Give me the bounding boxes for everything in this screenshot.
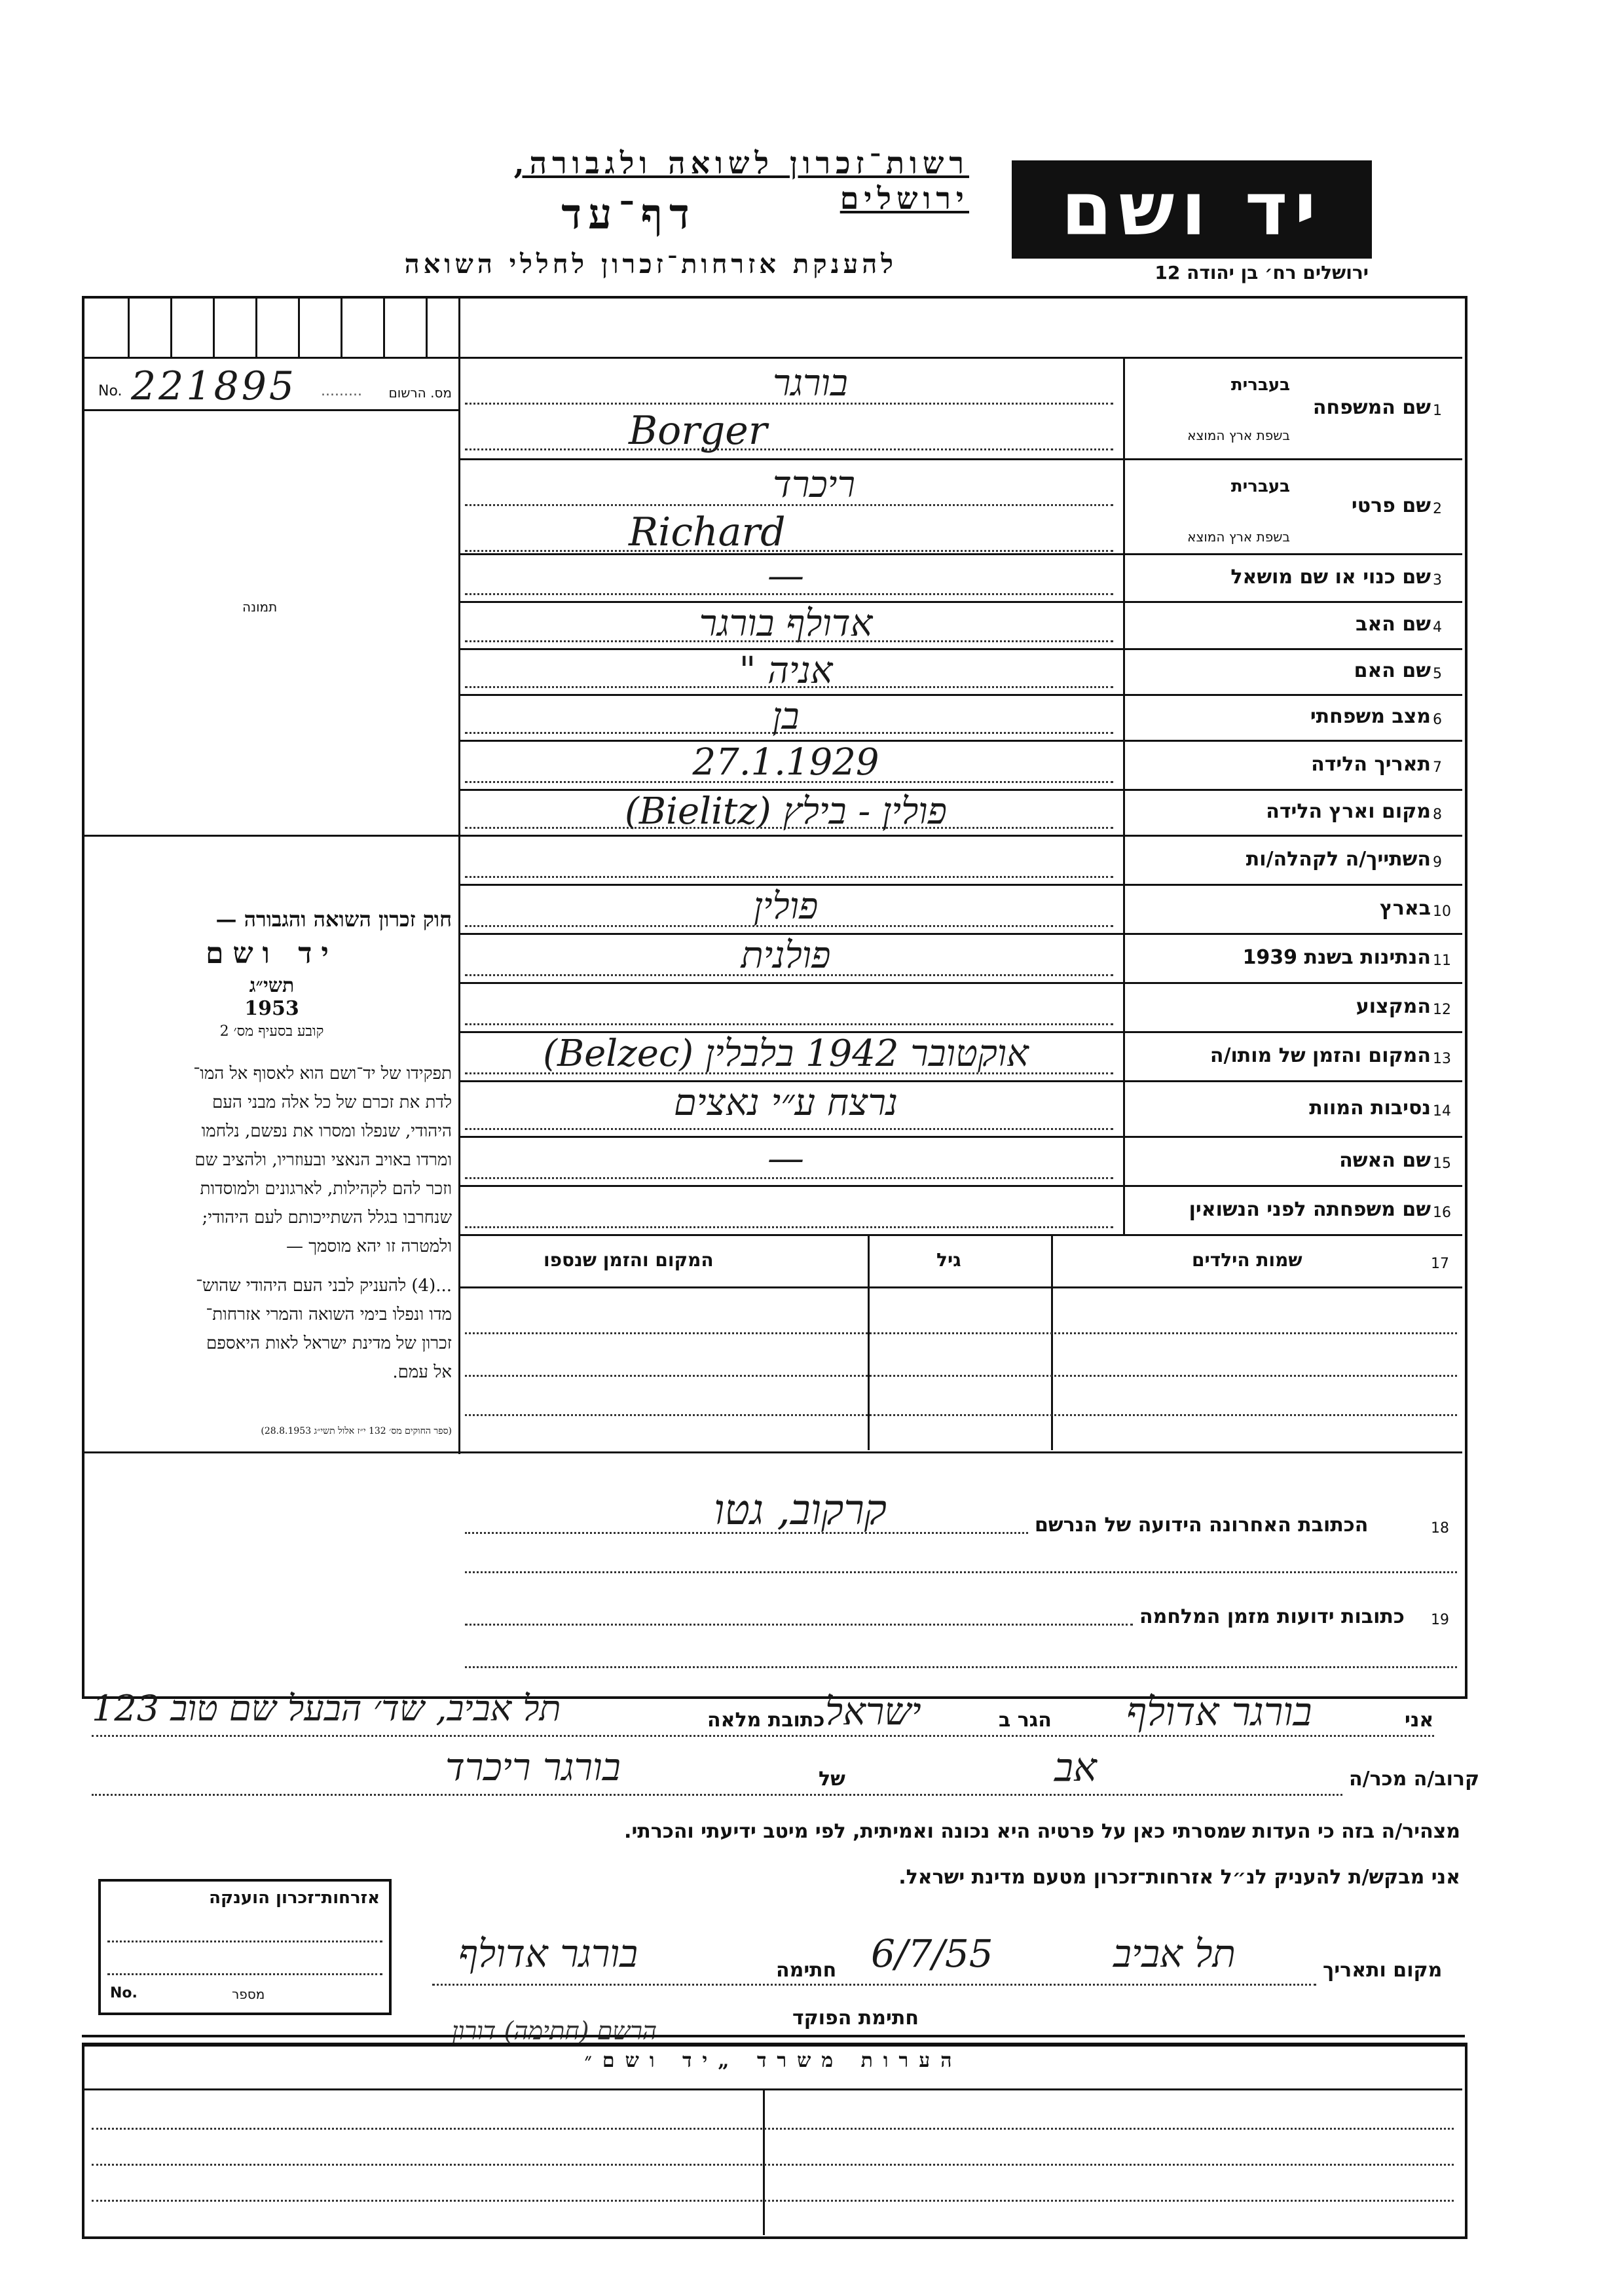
field-10-num: 10 — [1433, 903, 1451, 920]
field-2-sub-origin: בשפת ארץ המוצא — [1187, 529, 1290, 545]
law-year: 1953 — [244, 997, 299, 1020]
field-11-value: פולנית — [741, 934, 831, 977]
field-2-value-hebrew: ריכרד — [773, 464, 855, 506]
cert-no-label: No. — [110, 1985, 138, 2001]
dotted-line — [465, 1023, 1113, 1025]
field-5-num: 5 — [1433, 666, 1442, 682]
field-1-value-latin: Borger — [629, 408, 767, 454]
decl-name: בורגר אדולף — [1126, 1689, 1312, 1735]
field-18-value: קרקוב, גטו — [714, 1486, 887, 1535]
field-8-num: 8 — [1433, 807, 1442, 823]
reg-no-dots: ......... — [321, 383, 362, 399]
field-1-label: שם המשפחה — [1312, 395, 1431, 419]
decl-relative-label: קרוב/ה מכר/ה — [1349, 1768, 1480, 1791]
field-14-num: 14 — [1433, 1102, 1451, 1120]
place-date-label: מקום ותאריך — [1323, 1959, 1443, 1982]
law-clause: קובע בסעיף מס׳ 2 — [219, 1023, 324, 1040]
official-stamp: הרשם (חתימה) דורון — [452, 2016, 657, 2045]
children-num: 17 — [1431, 1256, 1449, 1272]
law-line: אל עמם. — [392, 1362, 452, 1382]
form-subtitle: להענקת אזרחות־זכרון לחללי השואה — [404, 249, 897, 280]
decl-relative-of: בורגר ריכרד — [445, 1745, 621, 1789]
field-9-num: 9 — [1433, 854, 1442, 871]
field-row-divider — [458, 458, 1462, 460]
field-row-divider — [458, 1185, 1462, 1187]
decl-place: תל אביב — [1113, 1931, 1236, 1976]
reg-no-value: 221895 — [131, 363, 297, 409]
dotted-line — [465, 448, 1113, 450]
field-6-label: מצב משפחתי — [1310, 705, 1431, 728]
yad-vashem-logo — [1012, 160, 1372, 259]
decl-line-2: אני מבקש/ת להעניק לנ״ל אזרחות־זכרון מטעם מדינת ישראל. — [898, 1866, 1460, 1889]
field-6-num: 6 — [1433, 712, 1442, 728]
field-1-sub-hebrew: בעברית — [1230, 375, 1290, 395]
field-18-label: הכתובת האחרונה הידועה של הנרשם — [1035, 1514, 1369, 1537]
law-line: ולמטרה זו יהא מוסמך — — [286, 1237, 452, 1256]
decl-date: 6/7/55 — [871, 1931, 993, 1976]
cert-no-heb: מספר — [232, 1986, 265, 2002]
law-line: מדו ונפלו בימי השואה והמרי אזרחות־ — [206, 1305, 452, 1324]
field-10-label: בארץ — [1379, 896, 1431, 920]
field-1-sub-origin: בשפת ארץ המוצא — [1187, 428, 1290, 443]
field-12-num: 12 — [1433, 1001, 1451, 1018]
children-col-age: גיל — [936, 1249, 961, 1271]
field-13-value: אוקטובר 1942 בלבלין (Belzec) — [543, 1032, 1029, 1075]
office-notes-title: הערות משרד „יד ושם״ — [584, 2049, 963, 2072]
field-9-label: השתייך/ה לקהלה/ות — [1246, 847, 1431, 871]
field-2-num: 2 — [1433, 500, 1442, 517]
field-8-label: מקום וארץ הלידה — [1266, 800, 1431, 823]
law-line: היהודי, שנפלו ומסרו את נפשם, נלחמו — [201, 1121, 452, 1141]
certificate-box — [98, 1879, 392, 2015]
field-16-label: שם משפחתה לפני הנשואין — [1189, 1197, 1431, 1221]
field-18-num: 18 — [1431, 1520, 1449, 1537]
decl-country: ישראל — [825, 1689, 921, 1734]
law-line: שנחרבו בגלל השתייכותם לעם היהודי; — [202, 1208, 452, 1228]
logo-text: יד ושם — [1061, 167, 1323, 252]
official-signature-label: חתימת הפוקד — [792, 2007, 919, 2030]
law-line: תפקידו של יד־ושם הוא לאסוף אל המו־ — [193, 1064, 452, 1084]
field-7-value: 27.1.1929 — [692, 741, 879, 784]
law-line: וזכר להם לקהילות, לארגונים ולמוסדות — [200, 1179, 452, 1199]
children-col-names: שמות הילדים — [1192, 1249, 1302, 1271]
dotted-line — [465, 876, 1113, 878]
field-3-num: 3 — [1433, 572, 1442, 589]
decl-line-1: מצהיר/ה בזה כי העדות שמסרתי כאן על פרטיה היא נכונה ואמיתית, לפי מיטב ידיעתי והכרתי. — [624, 1820, 1460, 1843]
cert-title: אזרחות־זכרון הוענקה — [209, 1888, 380, 1908]
reg-no-heb-label: מס. הרשום — [388, 385, 452, 401]
decl-resides-label: הגר ב — [999, 1709, 1052, 1732]
decl-ani: אני — [1405, 1709, 1434, 1732]
field-4-label: שם האב — [1356, 613, 1431, 636]
law-name: יד ושם — [206, 937, 338, 970]
field-19-label: כתובות ידועות מזמן המלחמה — [1139, 1605, 1405, 1628]
dotted-line — [465, 1128, 1113, 1130]
field-8-value: פולין - בילץ (Bielitz) — [625, 790, 947, 833]
law-text — [92, 907, 452, 1437]
field-4-value: אדולף בורגר — [699, 602, 873, 645]
field-2-sub-hebrew: בעברית — [1230, 477, 1290, 496]
decl-address: תל אביב, שד׳ הבעל שם טוב 123 — [92, 1688, 561, 1729]
field-row-divider — [458, 835, 1462, 837]
field-3-label: שם כנוי או שם מושאל — [1230, 565, 1431, 589]
field-16-num: 16 — [1433, 1204, 1451, 1221]
field-15-label: שם האשה — [1339, 1148, 1431, 1172]
field-11-num: 11 — [1433, 952, 1451, 969]
decl-signature: בורגר אדולף — [458, 1931, 638, 1976]
law-line: ומרדו באויב הנאצי ובעוזריו, ולהציב שם — [194, 1150, 452, 1170]
decl-of-label: של — [819, 1768, 845, 1791]
field-13-num: 13 — [1433, 1050, 1451, 1067]
field-1-num: 1 — [1433, 402, 1442, 419]
field-7-label: תאריך הלידה — [1311, 752, 1431, 776]
reg-no-label: No. — [98, 383, 122, 399]
field-1-value-hebrew: בורגר — [773, 362, 848, 405]
field-13-label: המקום והזמן של מותו/ה — [1209, 1044, 1431, 1067]
decl-relation: אב — [1054, 1745, 1097, 1791]
field-10-value: פולין — [753, 885, 819, 928]
field-2-label: שם פרטי — [1351, 494, 1431, 517]
dotted-line — [465, 550, 1113, 552]
authority-title: רשות־זכרון לשואה ולגבורה, ירושלים — [513, 145, 969, 216]
law-source: (ספר החוקים מס׳ 132 י״ז אלול תשי״ג 28.8.1953) — [261, 1426, 452, 1436]
field-5-value: אניה " — [739, 649, 833, 692]
field-4-num: 4 — [1433, 619, 1442, 636]
law-year-heb: תשי״ג — [249, 974, 295, 997]
field-19-num: 19 — [1431, 1612, 1449, 1628]
logo-address: ירושלים רח׳ בן יהודה 12 — [1154, 262, 1369, 283]
law-line: לדת את זכרם של כל אלה מבני העם — [212, 1093, 452, 1112]
field-15-num: 15 — [1433, 1155, 1451, 1172]
decl-address-label: כתובת מלאה — [707, 1709, 825, 1732]
field-row-divider — [458, 982, 1462, 984]
office-notes-box — [82, 2043, 1467, 2239]
field-6-value: בן — [772, 695, 800, 738]
field-15-value: — — [767, 1137, 804, 1180]
field-14-value: נרצח ע״י נאצים — [673, 1082, 898, 1124]
field-12-label: המקצוע — [1356, 994, 1431, 1018]
field-5-label: שם האם — [1354, 659, 1431, 682]
field-2-value-latin: Richard — [629, 509, 786, 555]
law-line: ...(4) להעניק לבני העם היהודי שהוש־ — [196, 1276, 452, 1296]
field-3-value: — — [767, 555, 804, 597]
field-7-num: 7 — [1433, 759, 1442, 776]
field-14-label: נסיבות המוות — [1309, 1096, 1431, 1120]
children-col-place: המקום והזמן שנספו — [544, 1249, 714, 1271]
photo-label: תמונה — [242, 599, 278, 615]
signature-label: חתימה — [776, 1959, 837, 1982]
dotted-line — [465, 1226, 1113, 1228]
field-11-label: הנתינות בשנת 1939 — [1242, 945, 1431, 969]
law-line: זכרון של מדינת ישראל לאות היאספם — [206, 1334, 452, 1353]
law-title: חוק זכרון השואה והגבורה — — [215, 907, 452, 932]
form-title: דף־עד — [561, 190, 696, 239]
